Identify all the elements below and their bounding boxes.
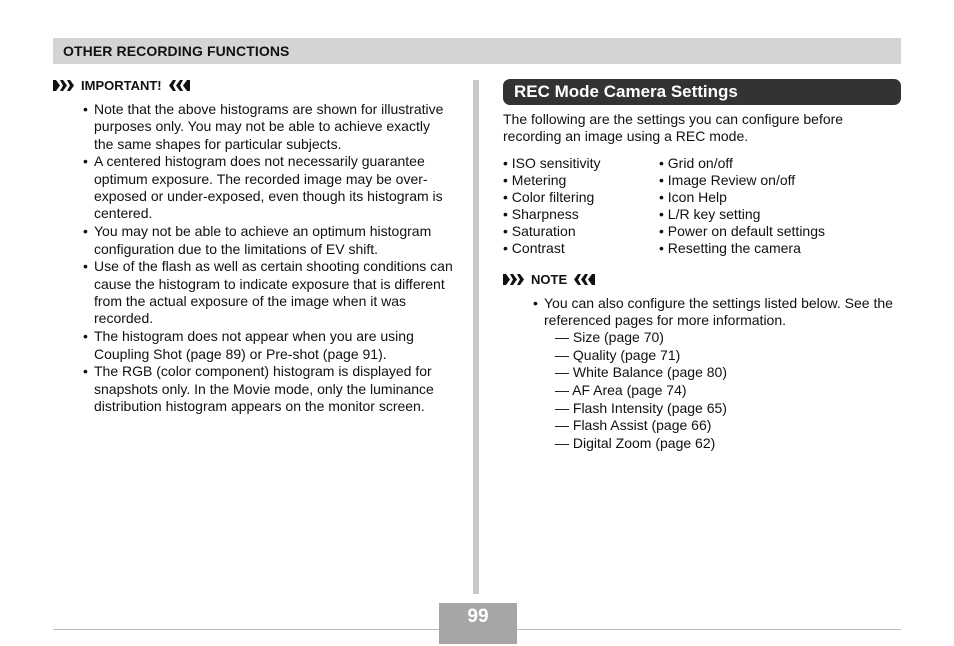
page-reference: — AF Area (page 74): [555, 381, 687, 398]
page-reference-list: [544, 329, 903, 452]
page-reference: — Flash Intensity (page 65): [555, 399, 727, 416]
note-list: [533, 295, 903, 452]
settings-column-left: [503, 155, 659, 257]
callout-left-marker-icon: [503, 274, 525, 285]
bullet-icon: •: [533, 294, 538, 311]
settings-column-right: [659, 155, 825, 257]
callout-right-marker-icon: [573, 274, 595, 285]
column-divider: [473, 80, 479, 594]
page-reference: — Flash Assist (page 66): [555, 417, 712, 434]
list-item: • ISO sensitivity: [503, 154, 601, 171]
bullet-icon: •: [83, 153, 88, 170]
list-item: • Power on default settings: [659, 222, 826, 239]
bullet-icon: •: [83, 223, 88, 240]
list-item: • Use of the flash as well as certain shooting conditions can cause the histogram to indicate exposure that is different from the actual exposure of the image when it was recorded.: [83, 258, 453, 327]
list-item: • Grid on/off: [659, 154, 733, 171]
section-heading: [503, 79, 901, 105]
list-item: • Note that the above histograms are shown for illustrative purposes only. You may not be able to achieve exactly the same shapes for particular subjects.: [83, 101, 444, 152]
page-reference: — White Balance (page 80): [555, 364, 727, 381]
list-item: • A centered histogram does not necessarily guarantee optimum exposure. The recorded image may be over-exposed or under-exposed, even though its histogram is centered.: [83, 153, 443, 222]
callout-left-marker-icon: [53, 80, 75, 91]
chapter-title: OTHER RECORDING FUNCTIONS: [63, 43, 290, 59]
settings-list: [503, 155, 901, 257]
note-heading: [503, 271, 901, 289]
section-intro: The following are the settings you can configure before recording an image using a REC mode.: [503, 111, 844, 145]
list-item: • The RGB (color component) histogram is displayed for snapshots only. In the Movie mode, only the luminance distribution histogram appears on the monitor screen.: [83, 363, 434, 415]
callout-right-marker-icon: [168, 80, 190, 91]
list-item: • Sharpness: [503, 205, 579, 222]
left-column: [53, 76, 453, 416]
list-item: • You may not be able to achieve an optimum histogram configuration due to the limitations of EV shift.: [83, 223, 432, 257]
list-item: • Resetting the camera: [659, 239, 801, 256]
page-reference: — Digital Zoom (page 62): [555, 434, 716, 451]
page-reference: — Size (page 70): [555, 329, 664, 346]
bullet-icon: •: [83, 328, 88, 345]
list-item: • Saturation: [503, 222, 576, 239]
list-item: • The histogram does not appear when you are using Coupling Shot (page 89) or Pre-shot (page 91).: [83, 328, 414, 362]
list-item: • Color filtering: [503, 188, 595, 205]
bullet-icon: •: [83, 101, 88, 117]
important-heading: [53, 76, 453, 94]
note-text: You can also configure the settings listed below. See the referenced pages for more information.: [544, 294, 893, 328]
important-label: IMPORTANT!: [81, 77, 162, 93]
page-reference: — Quality (page 71): [555, 346, 681, 363]
page-number: 99: [439, 603, 517, 631]
header-bar: [53, 38, 901, 64]
list-item: • Icon Help: [659, 188, 727, 205]
page-number-tab: [439, 631, 517, 644]
bullet-icon: •: [83, 258, 88, 275]
list-item: [533, 295, 903, 452]
important-list: [83, 101, 453, 415]
list-item: • Contrast: [503, 239, 565, 256]
list-item: • Image Review on/off: [659, 171, 796, 188]
list-item: • L/R key setting: [659, 205, 761, 222]
note-label: NOTE: [531, 272, 568, 288]
right-column: [503, 79, 901, 452]
bullet-icon: •: [83, 363, 88, 380]
list-item: • Metering: [503, 171, 567, 188]
section-title: REC Mode Camera Settings: [514, 82, 738, 101]
